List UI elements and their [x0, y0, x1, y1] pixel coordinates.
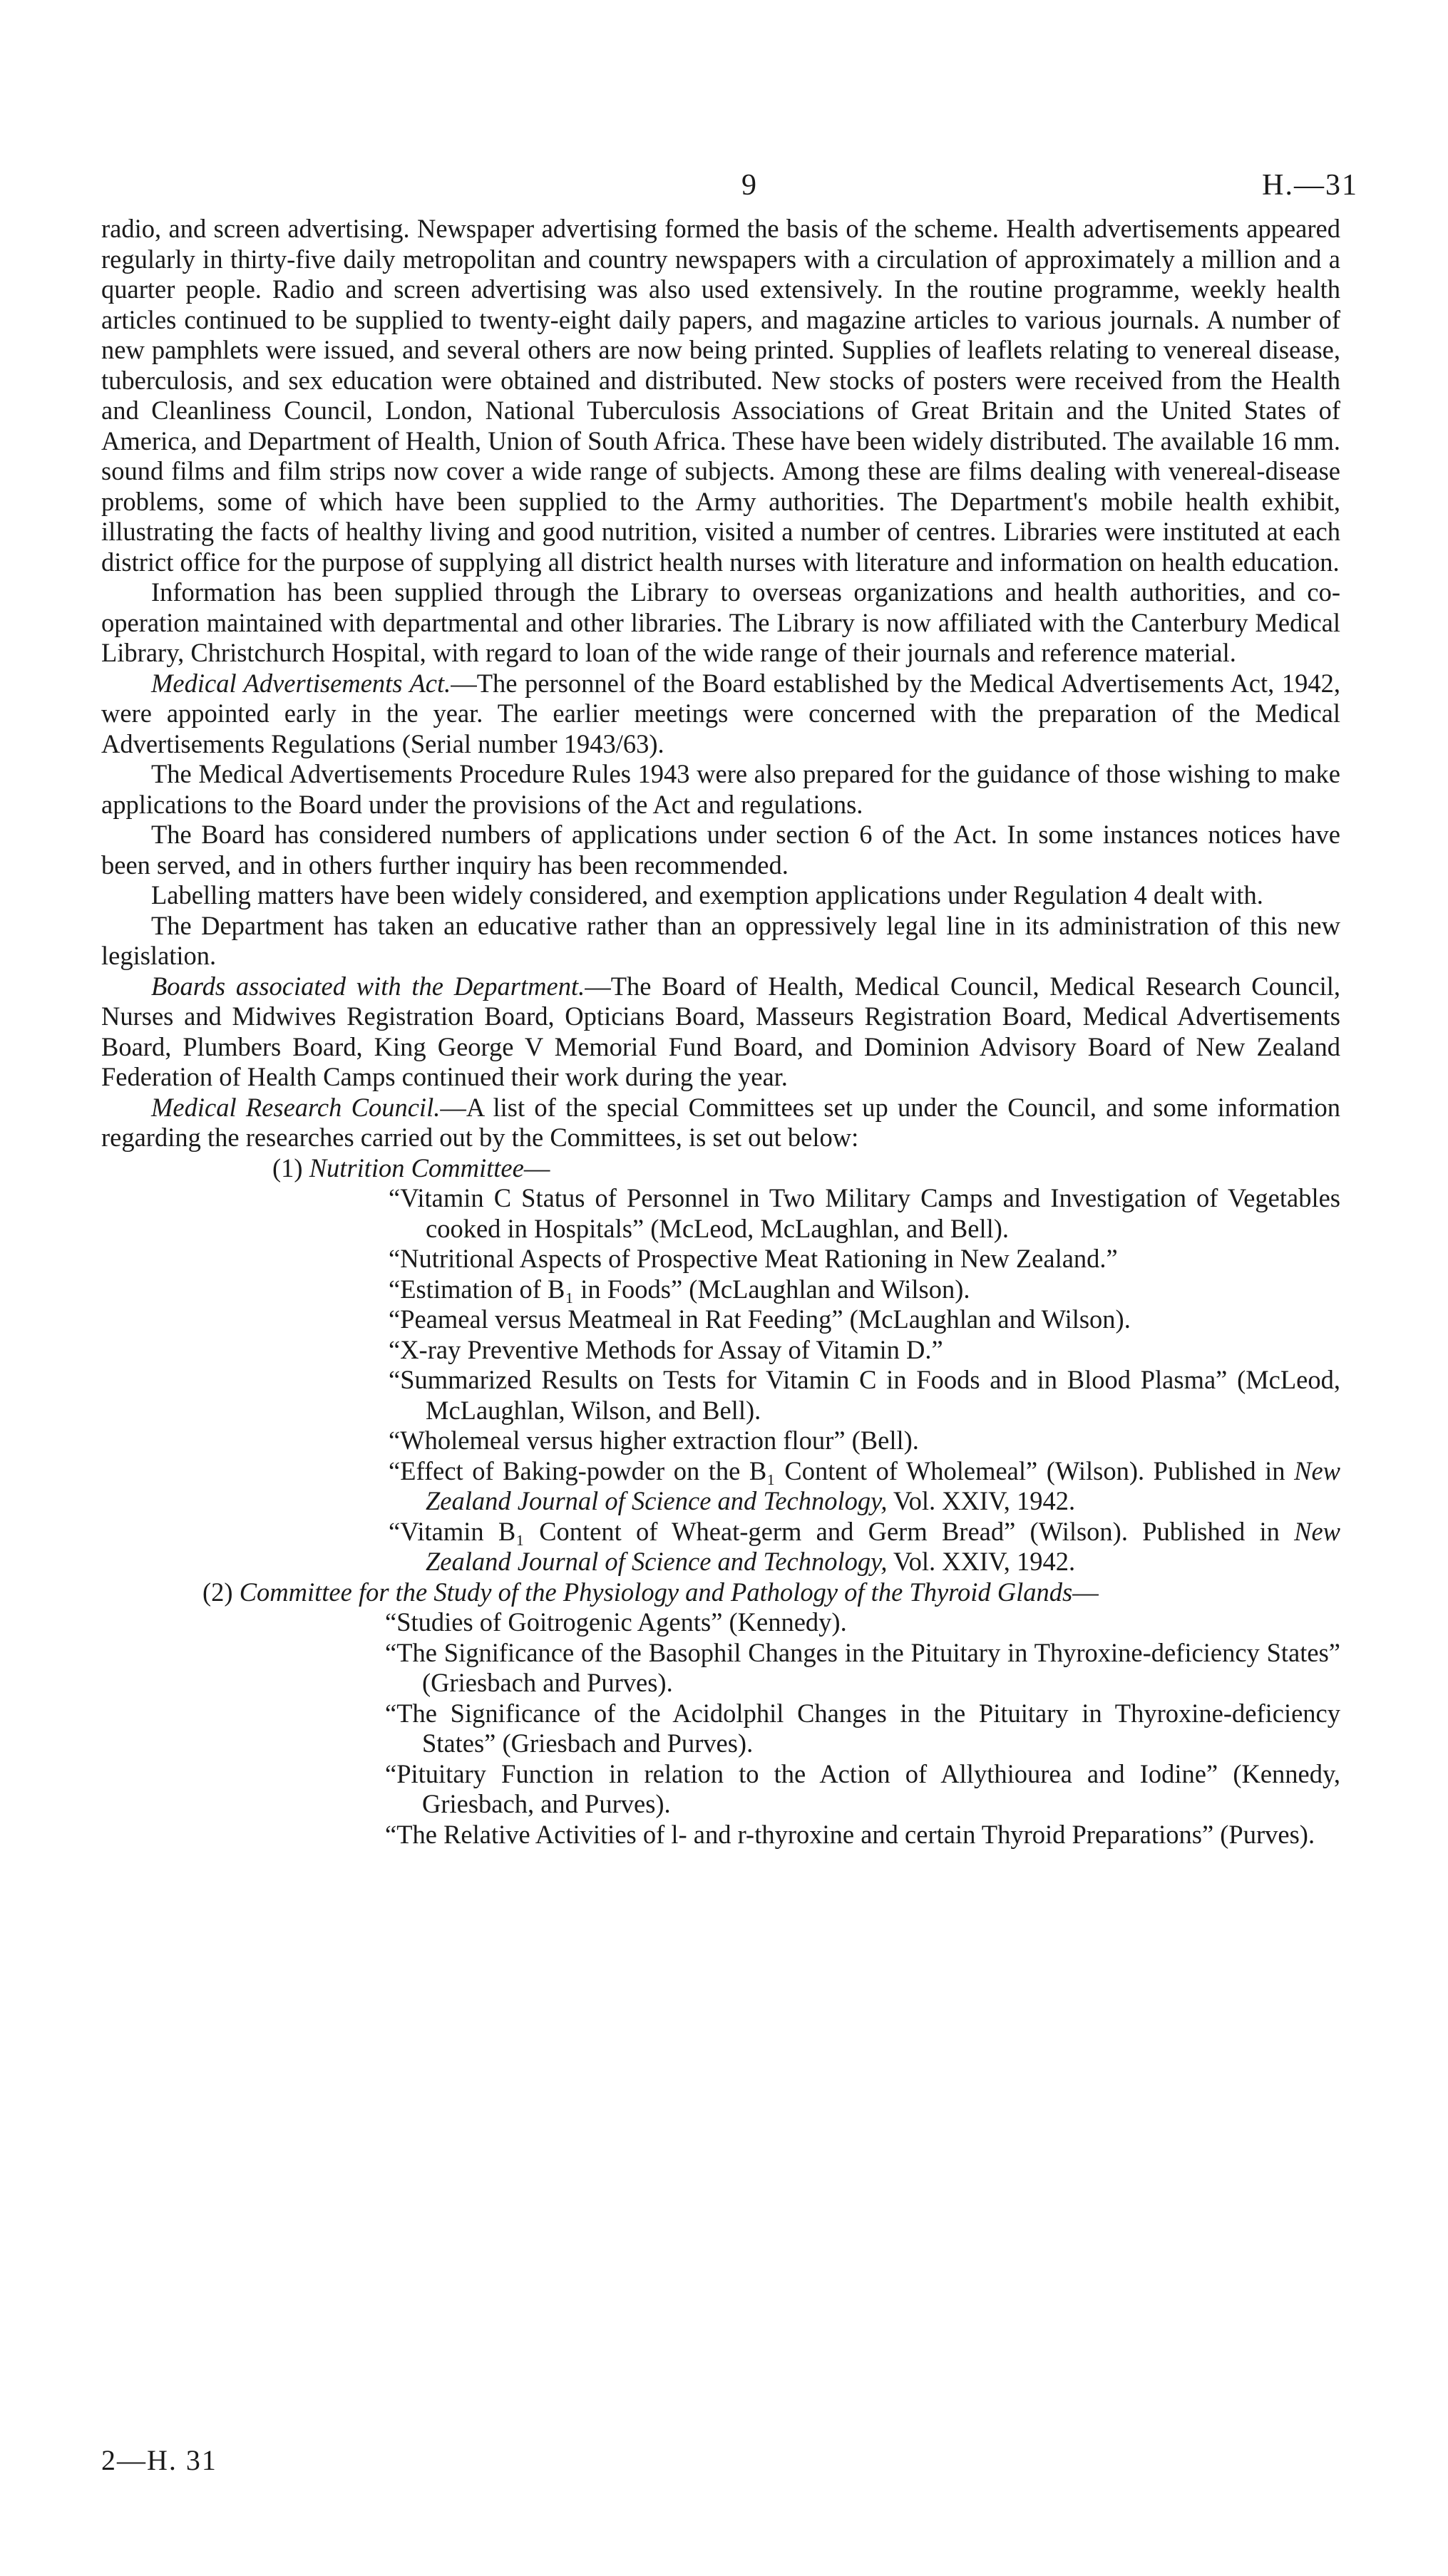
body-text — [101, 214, 1340, 1850]
list-item — [101, 1820, 1340, 1850]
paragraph-procedure-rules: The Medical Advertisements Procedure Rules 1943 were also prepared for the guidance of those wishing to make applications to the Board under the provisions of the Act and regulations. — [101, 759, 1340, 819]
list-item — [101, 1517, 1340, 1577]
item-text: “X-ray Preventive Methods for Assay of Vitamin D.” — [389, 1334, 943, 1364]
item-text: “Studies of Goitrogenic Agents” (Kennedy). — [385, 1607, 847, 1637]
list-item — [101, 1456, 1340, 1517]
item-text: “The Relative Activities of l- and r-thyroxine and certain Thyroid Preparations” (Purves). — [385, 1819, 1315, 1849]
nutrition-committee-list — [101, 1183, 1340, 1577]
list-item — [101, 1638, 1340, 1699]
item-text: “The Significance of the Acidolphil Changes in the Pituitary in Thyroxine-deficiency States” (Griesbach and Purves). — [385, 1698, 1340, 1758]
committee-number: (1) — [272, 1153, 303, 1183]
item-text: “Vitamin C Status of Personnel in Two Military Camps and Investigation of Vegetables cooked in Hospitals” (McLeod, McLaughlan, and Bell). — [389, 1183, 1340, 1243]
page-header — [0, 168, 1448, 211]
paragraph-text: —The personnel of the Board established by the Medical Advertisements Act, 1942, were appointed early in the year. The earlier meetings were concerned with the preparation of the Medical Advertisements Regulations (Serial number 1943/63). — [101, 668, 1340, 758]
committee-name-dash: — — [523, 1153, 550, 1183]
list-item — [101, 1304, 1340, 1335]
publication-volume: Vol. XXIV, 1942. — [887, 1486, 1076, 1515]
section-heading-boards: Boards associated with the Department. — [151, 971, 585, 1001]
committee-name: Committee for the Study of the Physiology and Pathology of the Thyroid Glands — [239, 1577, 1073, 1607]
paragraph-labelling: Labelling matters have been widely considered, and exemption applications under Regulation 4 dealt with. — [151, 880, 1263, 910]
publication-title: New Zealand Journal of Science and Technology, — [426, 1456, 1340, 1515]
item-text: “The Significance of the Basophil Changes in the Pituitary in Thyroxine-deficiency States” (Griesbach and Purves). — [385, 1637, 1340, 1697]
item-text: “Effect of Baking-powder on the B₁ Content of Wholemeal” (Wilson). Published in — [389, 1456, 1295, 1485]
section-heading-medical-research-council: Medical Research Council. — [151, 1092, 441, 1122]
committee-heading-thyroid — [101, 1577, 1340, 1608]
list-item — [101, 1183, 1340, 1244]
committee-name: Nutrition Committee — [309, 1153, 524, 1183]
list-item — [101, 1365, 1340, 1426]
item-text: “Pituitary Function in relation to the Action of Allythiourea and Iodine” (Kennedy, Griesbach, and Purves). — [385, 1758, 1340, 1818]
paragraph-medical-research-council — [101, 1093, 1340, 1153]
item-text: “Estimation of B₁ in Foods” (McLaughlan and Wilson). — [389, 1274, 970, 1304]
paragraph-applications: The Board has considered numbers of applications under section 6 of the Act. In some instances notices have been served, and in others further inquiry has been recommended. — [101, 820, 1340, 880]
list-item — [101, 1244, 1340, 1274]
publication-title: New Zealand Journal of Science and Technology, — [426, 1516, 1340, 1576]
paragraph-medical-advertisements-act — [101, 669, 1340, 760]
item-text: “Wholemeal versus higher extraction flour” (Bell). — [389, 1426, 919, 1455]
list-item — [101, 1607, 1340, 1638]
paragraph-educative-line: The Department has taken an educative rather than an oppressively legal line in its administration of this new legislation. — [101, 910, 1340, 970]
paragraph-text: —The Board of Health, Medical Council, Medical Research Council, Nurses and Midwives Registration Board, Opticians Board, Masseurs Registration Board, Medical Advertisements Board, Plumbers Board, King George V Memorial Fund Board, and Dominion Advisory Board of New Zealand Federation of Health Camps continued their work during the year. — [101, 971, 1341, 1091]
paragraph-boards — [101, 972, 1340, 1093]
page-number: 9 — [741, 169, 756, 202]
paragraph-library: Information has been supplied through the Library to overseas organizations and health authorities, and co-operation maintained with departmental and other libraries. The Library is now affiliated with the Canterbury Medical Library, Christchurch Hospital, with regard to loan of the wide range of their journals and reference material. — [101, 577, 1340, 667]
committee-number: (2) — [202, 1577, 233, 1607]
paragraph-text: —A list of the special Committees set up under the Council, and some information regarding the researches carried out by the Committees, is set out below: — [101, 1092, 1340, 1152]
page-signature: 2—H. 31 — [101, 2444, 217, 2476]
item-text: “Nutritional Aspects of Prospective Meat Rationing in New Zealand.” — [389, 1244, 1118, 1273]
list-item — [101, 1699, 1340, 1759]
thyroid-committee-list — [101, 1607, 1340, 1850]
section-heading-medical-advertisements-act: Medical Advertisements Act. — [151, 668, 451, 698]
item-text: “Summarized Results on Tests for Vitamin C in Foods and in Blood Plasma” (McLeod, McLaughlan, Wilson, and Bell). — [389, 1365, 1340, 1425]
list-item — [101, 1335, 1340, 1366]
list-item — [101, 1426, 1340, 1456]
publication-volume: Vol. XXIV, 1942. — [887, 1547, 1076, 1576]
paragraph-health-education: radio, and screen advertising. Newspaper advertising formed the basis of the scheme. Health advertisements appeared regularly in thirty-five daily metropolitan and country newspapers with a circulation of approximately a million and a quarter people. Radio and screen advertising was also used extensively. In the routine programme, weekly health articles continued to be supplied to twenty-eight daily papers, and magazine articles to various journals. A number of new pamphlets were issued, and several others are now being printed. Supplies of leaflets relating to venereal disease, tuberculosis, and sex education were obtained and distributed. New stocks of posters were received from the Health and Cleanliness Council, London, National Tuberculosis Associations of Great Britain and the United States of America, and Department of Health, Union of South Africa. These have been widely distributed. The available 16 mm. sound films and film strips now cover a wide range of subjects. Among these are films dealing with venereal-disease problems, some of which have been supplied to the Army authorities. The Department's mobile health exhibit, illustrating the facts of healthy living and good nutrition, visited a number of centres. Libraries were instituted at each district office for the purpose of supplying all district health nurses with literature and information on health education. — [101, 214, 1340, 577]
committee-heading-nutrition — [101, 1153, 1340, 1184]
report-reference: H.—31 — [1262, 169, 1358, 202]
list-item — [101, 1759, 1340, 1820]
committee-name-dash: — — [1072, 1577, 1099, 1607]
list-item — [101, 1274, 1340, 1305]
item-text: “Vitamin B₁ Content of Wheat-germ and Germ Bread” (Wilson). Published in — [389, 1516, 1295, 1546]
item-text: “Peameal versus Meatmeal in Rat Feeding” (McLaughlan and Wilson). — [389, 1304, 1131, 1334]
